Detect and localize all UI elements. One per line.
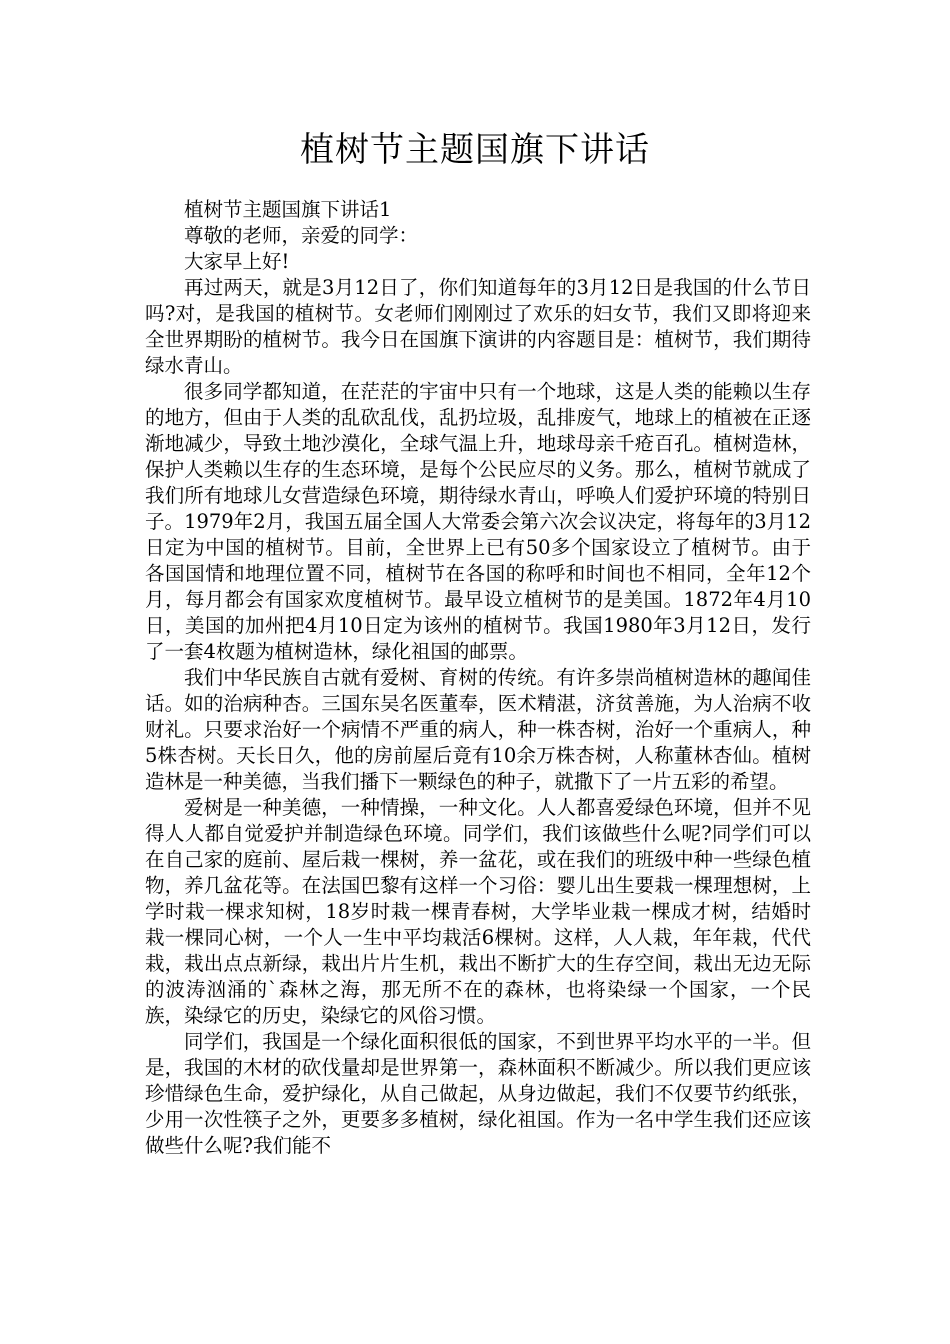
paragraph: 很多同学都知道，在茫茫的宇宙中只有一个地球，这是人类的能赖以生存的地方，但由于人类的乱砍乱伐，乱扔垃圾，乱排废气，地球上的植被在正逐渐地减少，导致土地沙漠化，全球气温上升，地球母亲千疮百孔。植树造林，保护人类赖以生存的生态环境，是每个公民应尽的义务。那么，植树节就成了我们所有地球儿女营造绿色环境，期待绿水青山，呼唤人们爱护环境的特别日子。1979年2月，我国五届全国人大常委会第六次会议决定，将每年的3月12日定为中国的植树节。目前，全世界上已有50多个国家设立了植树节。由于各国国情和地理位置不同，植树节在各国的称呼和时间也不相同，全年12个月，每月都会有国家欢度植树节。最早设立植树节的是美国。1872年4月10日，美国的加州把4月10日定为该州的植树节。我国1980年3月12日，发行了一套4枚题为植树造林，绿化祖国的邮票。 xyxy=(145,380,811,663)
subtitle-line: 植树节主题国旗下讲话1 xyxy=(184,198,392,221)
paragraph: 爱树是一种美德，一种情操，一种文化。人人都喜爱绿色环境，但并不见得人人都自觉爱护并制造绿色环境。同学们，我们该做些什么呢?同学们可以在自己家的庭前、屋后栽一棵树，养一盆花，或在我们的班级中种一些绿色植物，养几盆花等。在法国巴黎有这样一个习俗：婴儿出生要栽一棵理想树，上学时栽一棵求知树，18岁时栽一棵青春树，大学毕业栽一棵成才树，结婚时栽一棵同心树，一个人一生中平均栽活6棵树。这样，人人栽，年年栽，代代栽，栽出点点新绿，栽出片片生机，栽出不断扩大的生存空间，栽出无边无际的波涛汹涌的`森林之海，那无所不在的森林，也将染绿一个国家，一个民族，染绿它的历史，染绿它的风俗习惯。 xyxy=(145,796,811,1027)
paragraph: 同学们，我国是一个绿化面积很低的国家，不到世界平均水平的一半。但是，我国的木材的砍伐量却是世界第一，森林面积不断减少。所以我们更应该珍惜绿色生命，爱护绿化，从自己做起，从身边做起，我们不仅要节约纸张，少用一次性筷子之外，更要多多植树，绿化祖国。作为一名中学生我们还应该做些什么呢?我们能不 xyxy=(145,1030,811,1157)
paragraph: 我们中华民族自古就有爱树、育树的传统。有许多崇尚植树造林的趣闻佳话。如的治病种杏。三国东吴名医董奉，医术精湛，济贫善施，为人治病不收财礼。只要求治好一个病情不严重的病人，种一株杏树，治好一个重病人，种5株杏树。天长日久，他的房前屋后竟有10余万株杏树，人称董林杏仙。植树造林是一种美德，当我们播下一颗绿色的种子，就撒下了一片五彩的希望。 xyxy=(145,666,811,793)
document-title: 植树节主题国旗下讲话 xyxy=(300,130,650,170)
greeting-line: 大家早上好! xyxy=(184,250,290,273)
paragraph: 再过两天，就是3月12日了，你们知道每年的3月12日是我国的什么节日吗?对，是我国的植树节。女老师们刚刚过了欢乐的妇女节，我们又即将迎来全世界期盼的植树节。我今日在国旗下演讲的内容题目是：植树节，我们期待绿水青山。 xyxy=(145,276,811,377)
document-body xyxy=(145,197,811,1159)
salutation-line: 尊敬的老师，亲爱的同学： xyxy=(184,224,419,247)
